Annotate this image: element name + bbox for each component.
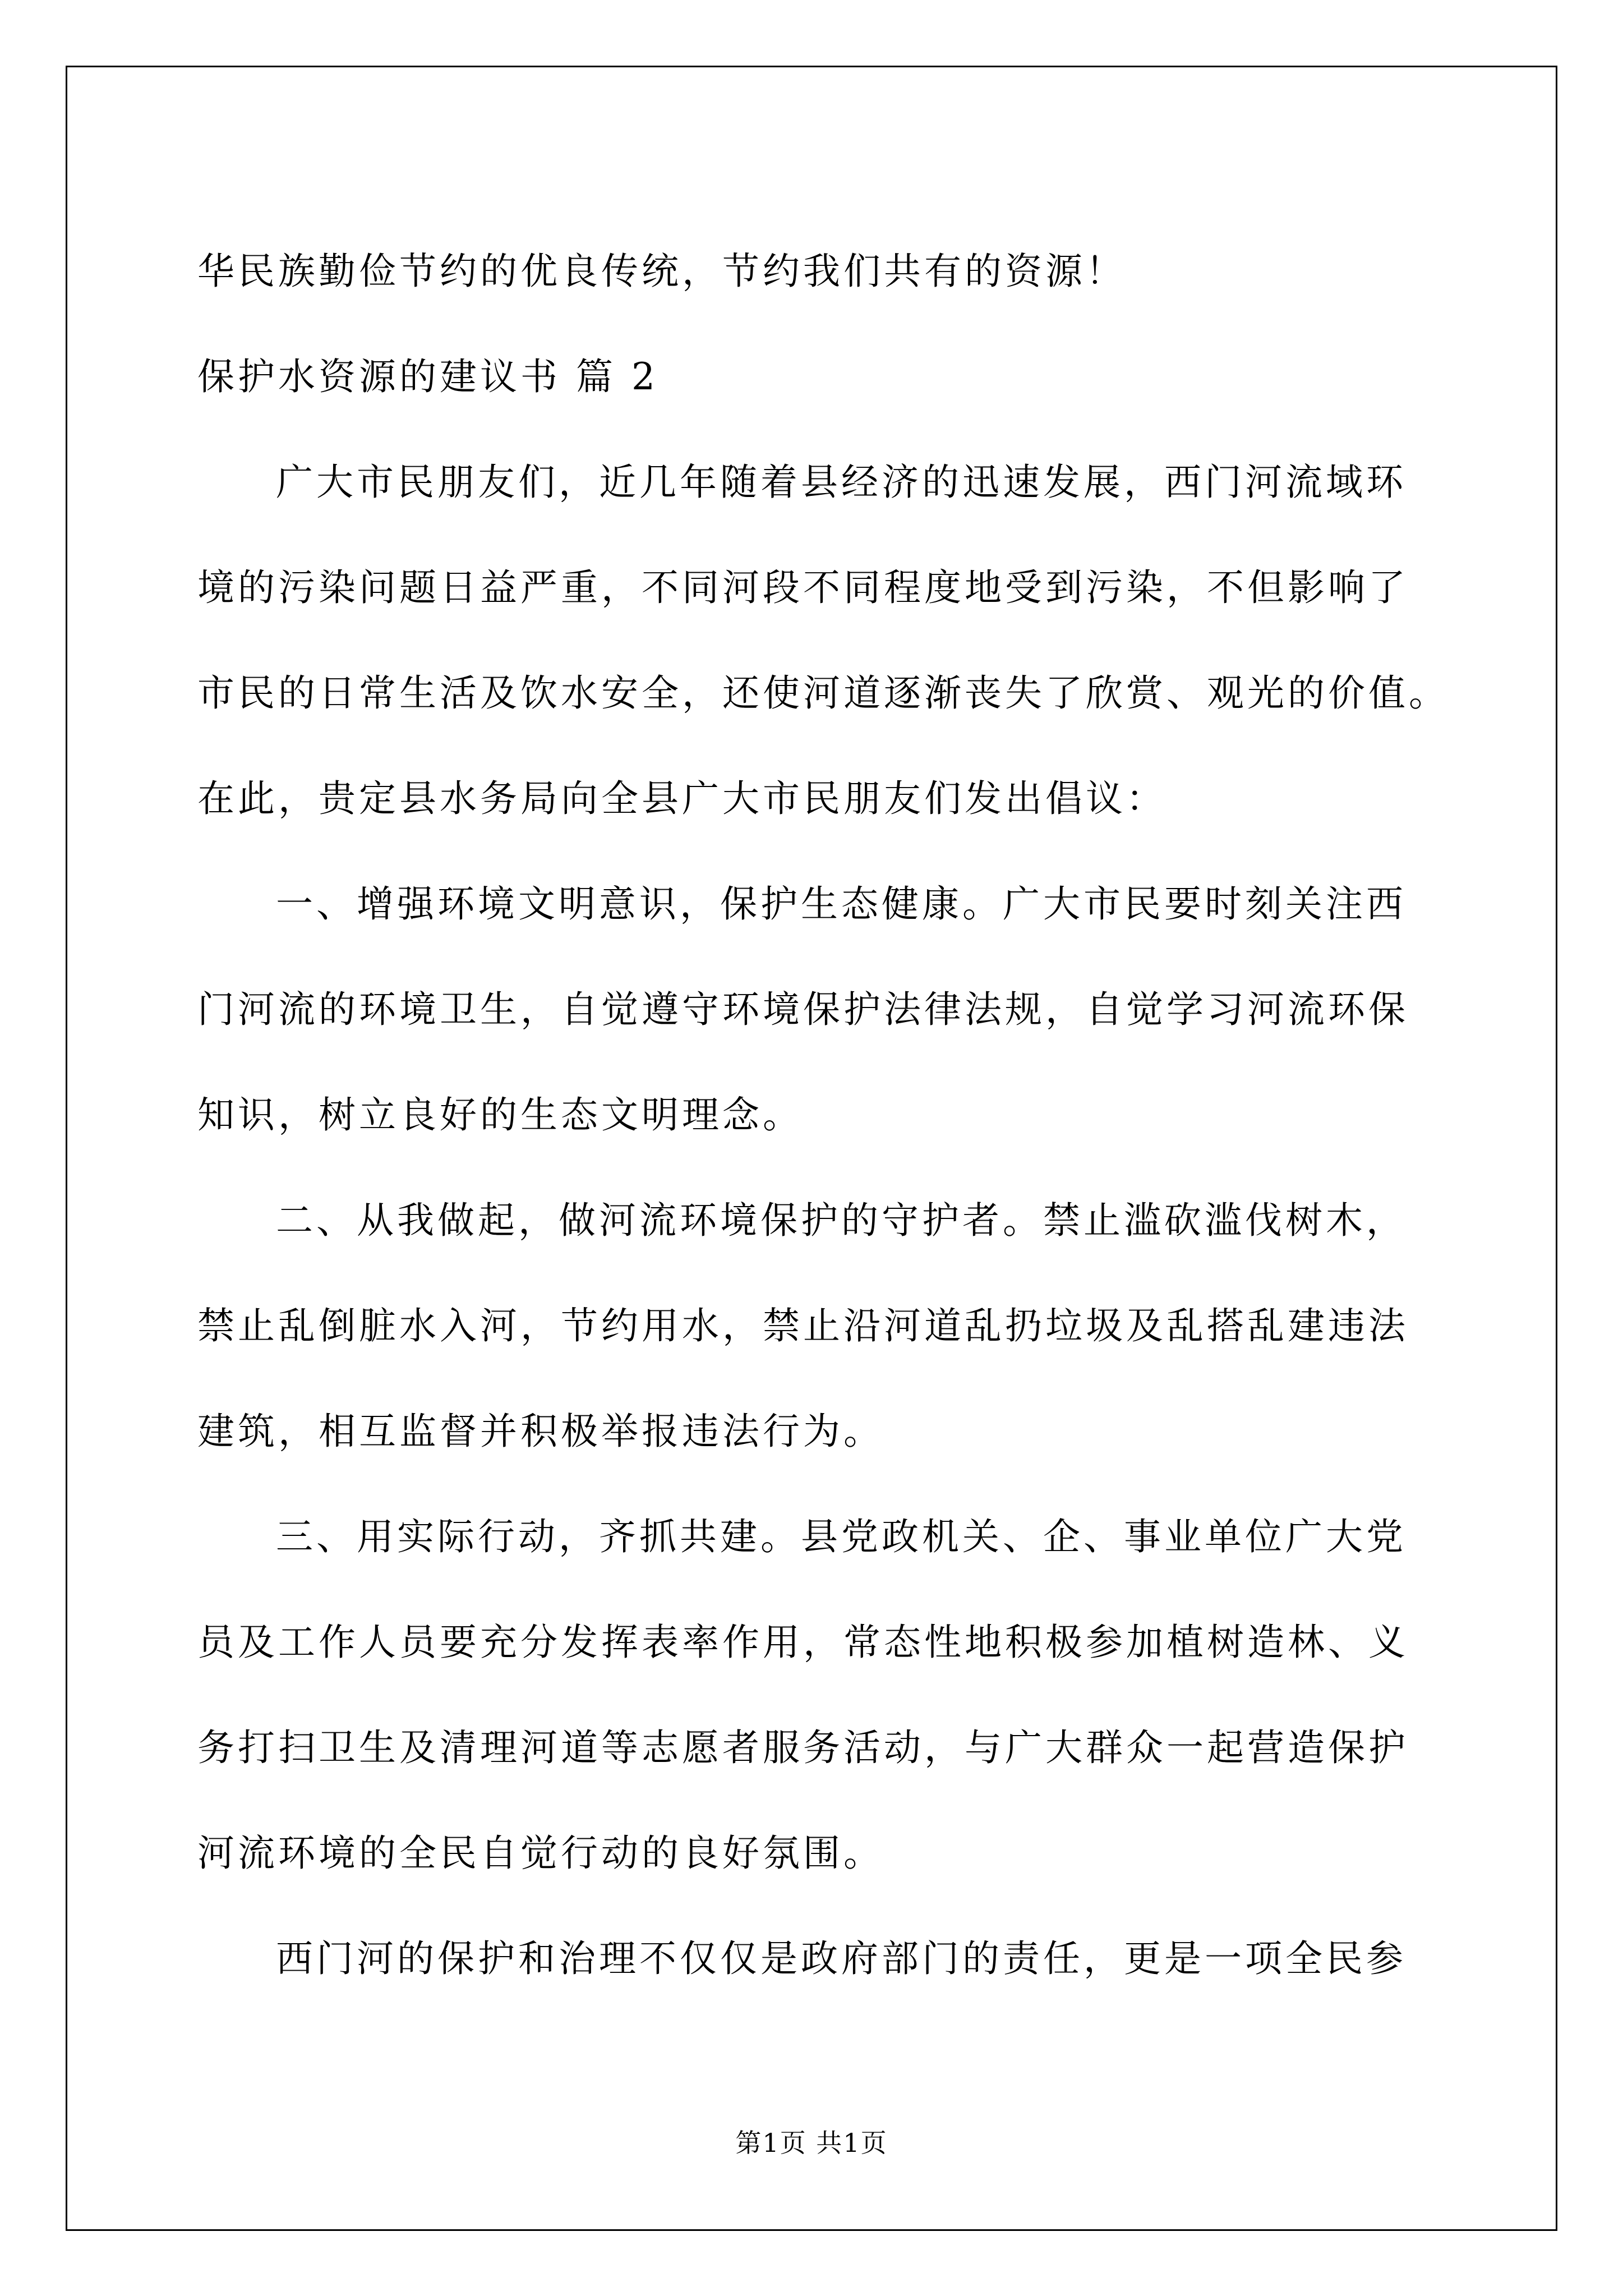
text-line: 务打扫卫生及清理河道等志愿者服务活动，与广大群众一起营造保护	[197, 1726, 1409, 1769]
text-line: 门河流的环境卫生，自觉遵守环境保护法律法规，自觉学习河流环保	[197, 988, 1409, 1031]
paragraph-start-line: 三、用实际行动，齐抓共建。县党政机关、企、事业单位广大党	[276, 1515, 1407, 1558]
paragraph-start-line: 二、从我做起，做河流环境保护的守护者。禁止滥砍滥伐树木，	[276, 1199, 1407, 1242]
paragraph-start-line: 一、增强环境文明意识，保护生态健康。广大市民要时刻关注西	[276, 882, 1407, 926]
text-line: 员及工作人员要充分发挥表率作用，常态性地积极参加植树造林、义	[197, 1621, 1409, 1664]
text-line: 在此，贵定县水务局向全县广大市民朋友们发出倡议：	[197, 777, 1166, 820]
text-line: 建筑，相互监督并积极举报违法行为。	[197, 1410, 884, 1453]
text-line: 河流环境的全民自觉行动的良好氛围。	[197, 1832, 884, 1875]
text-line: 华民族勤俭节约的优良传统，节约我们共有的资源！	[197, 250, 1126, 293]
document-body	[197, 219, 1454, 2012]
text-line: 知识，树立良好的生态文明理念。	[197, 1093, 803, 1137]
section-heading: 保护水资源的建议书 篇 2	[197, 355, 658, 398]
text-line: 境的污染问题日益严重，不同河段不同程度地受到污染，不但影响了	[197, 566, 1409, 609]
paragraph-start-line: 广大市民朋友们，近几年随着县经济的迅速发展，西门河流域环	[276, 461, 1407, 504]
paragraph-start-line: 西门河的保护和治理不仅仅是政府部门的责任，更是一项全民参	[276, 1937, 1407, 1980]
page-footer: 第1页 共1页	[735, 2128, 888, 2158]
text-line: 禁止乱倒脏水入河，节约用水，禁止沿河道乱扔垃圾及乱搭乱建违法	[197, 1304, 1409, 1347]
text-line: 市民的日常生活及饮水安全，还使河道逐渐丧失了欣赏、观光的价值。	[197, 671, 1449, 715]
